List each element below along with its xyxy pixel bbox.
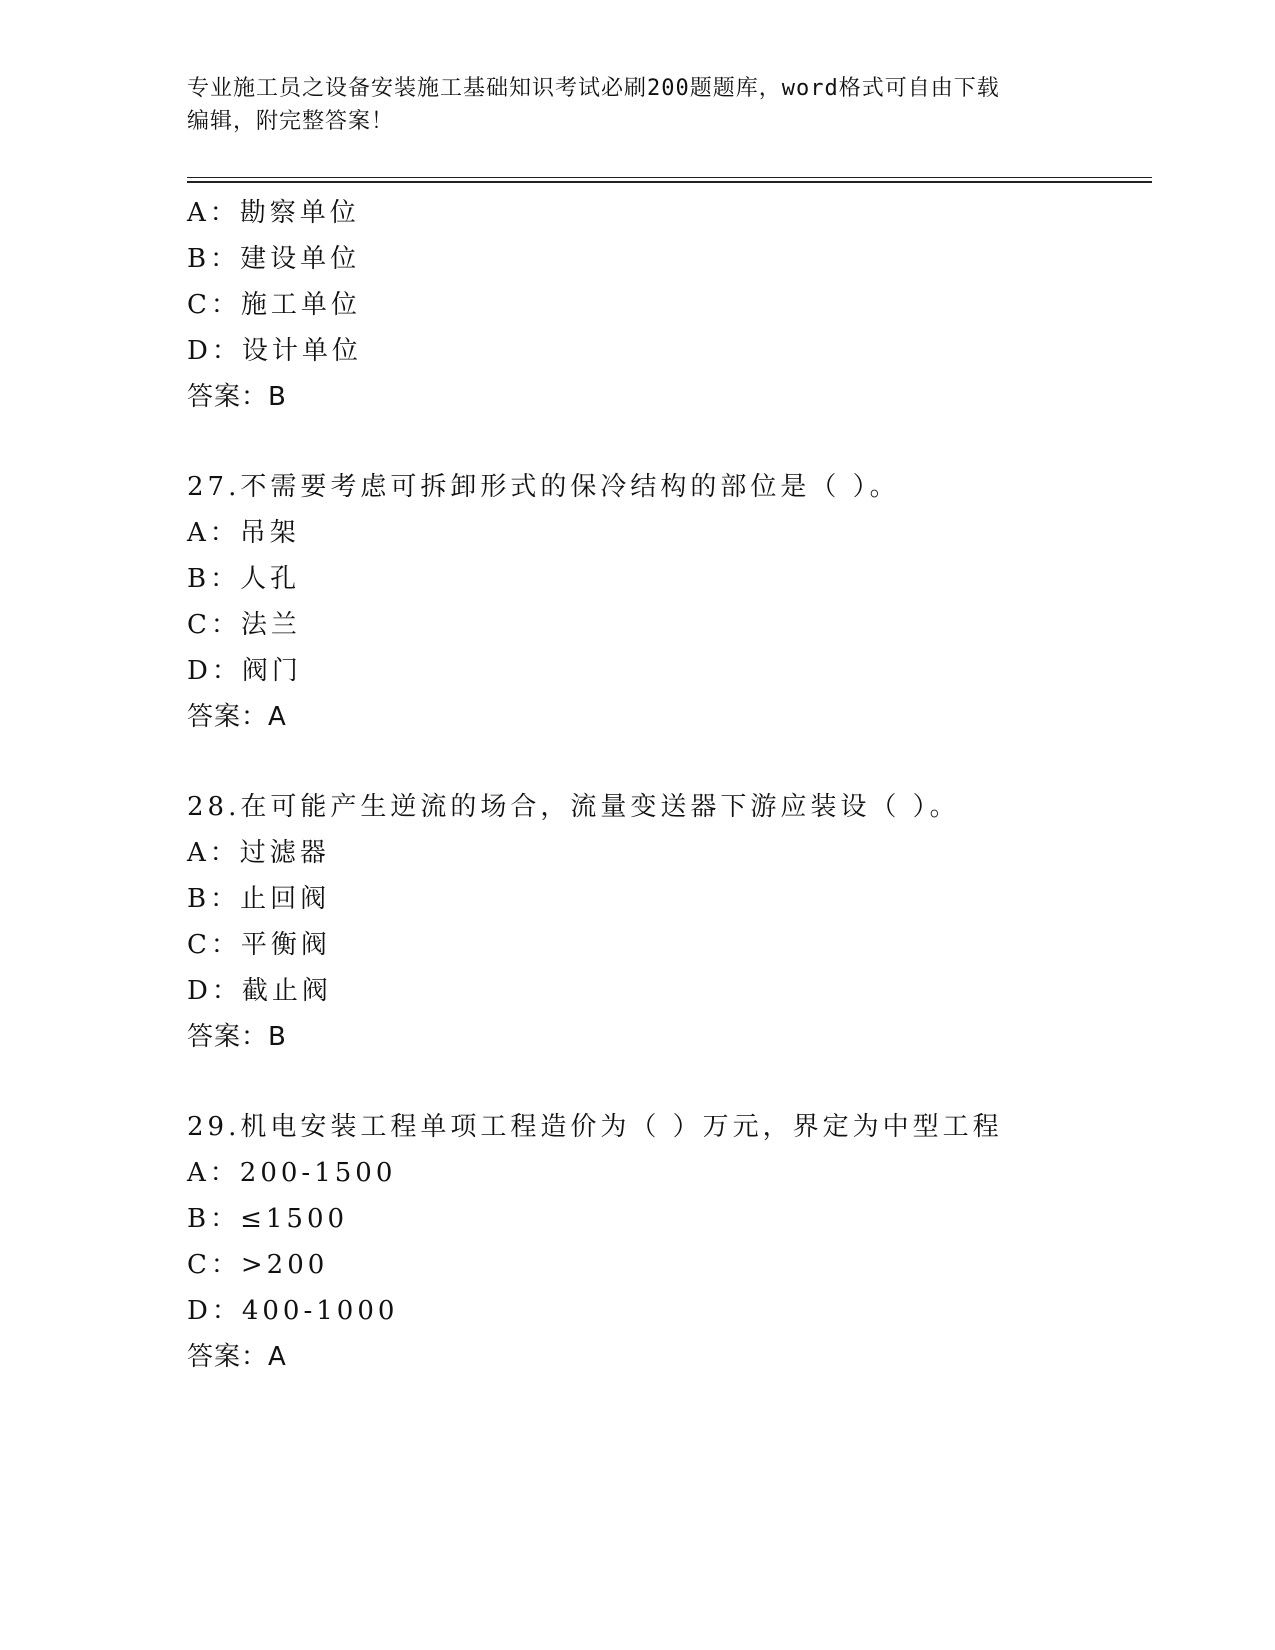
spacer [187, 740, 1152, 784]
spacer [187, 1060, 1152, 1104]
answer-line: 答案：A [187, 1342, 287, 1372]
option-b: B：≤1500 [187, 1204, 349, 1234]
option-c: C：平衡阀 [187, 930, 331, 960]
option-b: B：人孔 [187, 564, 301, 594]
option-a: A：勘察单位 [187, 198, 360, 228]
question-stem: 29.机电安装工程单项工程造价为（ ）万元，界定为中型工程 [187, 1112, 1003, 1142]
header-line-2: 编辑，附完整答案！ [187, 109, 395, 134]
option-b: B：止回阀 [187, 884, 331, 914]
option-a: A：过滤器 [187, 838, 330, 868]
question-stem: 27.不需要考虑可拆卸形式的保冷结构的部位是（ ）。 [187, 472, 900, 502]
question-list [187, 190, 1152, 1380]
question-28 [187, 784, 1152, 1060]
option-c: C：法兰 [187, 610, 301, 640]
question-stem: 28.在可能产生逆流的场合，流量变送器下游应装设（ ）。 [187, 792, 960, 822]
option-d: D：阀门 [187, 656, 302, 686]
header-line-1: 专业施工员之设备安装施工基础知识考试必刷200题题库，word格式可自由下载 [187, 76, 1000, 101]
option-d: D：400-1000 [187, 1296, 399, 1326]
answer-line: 答案：A [187, 702, 287, 732]
option-c: C：>200 [187, 1250, 329, 1280]
answer-line: 答案：B [187, 1022, 287, 1052]
spacer [187, 420, 1152, 464]
option-a: A：吊架 [187, 518, 300, 548]
header-divider-thick [187, 181, 1152, 183]
option-b: B：建设单位 [187, 244, 361, 274]
option-c: C：施工单位 [187, 290, 361, 320]
question-26-continued [187, 190, 1152, 420]
option-a: A：200-1500 [187, 1158, 397, 1188]
option-d: D：截止阀 [187, 976, 332, 1006]
question-27 [187, 464, 1152, 740]
question-29 [187, 1104, 1152, 1380]
document-header [187, 72, 1077, 138]
header-divider-thin [187, 177, 1152, 178]
answer-line: 答案：B [187, 382, 287, 412]
option-d: D：设计单位 [187, 336, 362, 366]
